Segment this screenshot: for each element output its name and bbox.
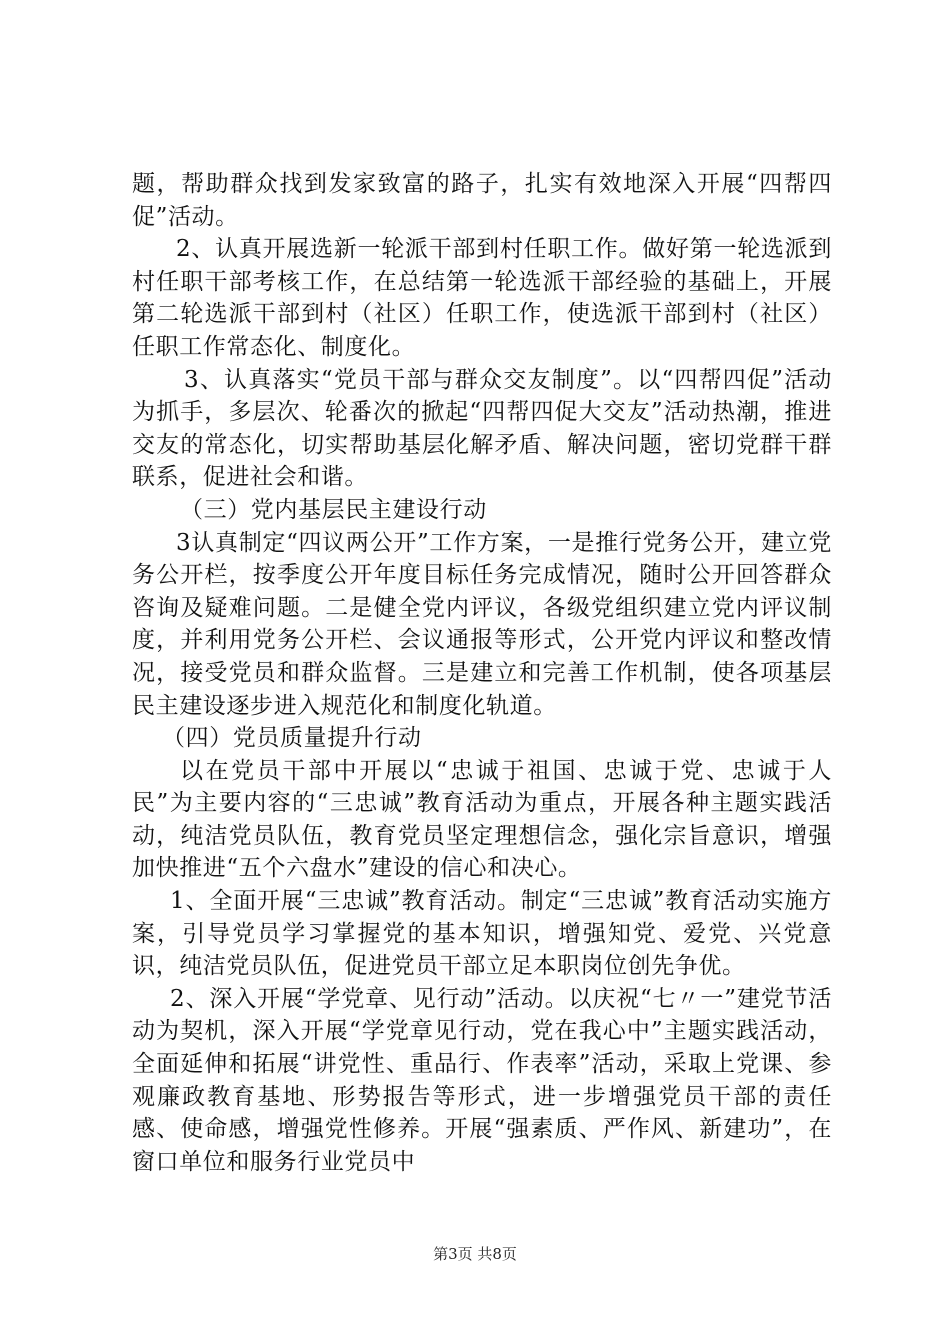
- paragraph-1: 题，帮助群众找到发家致富的路子，扎实有效地深入开展“四帮四促”活动。: [132, 171, 832, 230]
- section-heading-3: （三）党内基层民主建设行动: [180, 496, 487, 523]
- section-heading-4: （四）党员质量提升行动: [162, 725, 422, 752]
- paragraph-8: 1、全面开展“三忠诚”教育活动。制定“三忠诚”教育活动实施方案，引导党员学习掌握党的基本知识，增强知党、爱党、兴党意识，纯洁党员队伍，促进党员干部立足本职岗位创先争优。: [132, 888, 832, 980]
- paragraph-7: 以在党员干部中开展以“忠诚于祖国、忠诚于党、忠诚于人民”为主要内容的“三忠诚”教育活动为重点，开展各种主题实践活动，纯洁党员队伍，教育党员坚定理想信念，强化宗旨意识，增强加快推进“五个六盘水”建设的信心和决心。: [132, 757, 832, 882]
- document-body: [132, 168, 832, 1178]
- paragraph-2: 2、认真开展选新一轮派干部到村任职工作。做好第一轮选派到村任职干部考核工作，在总结第一轮选派干部经验的基础上，开展第二轮选派干部到村（社区）任职工作，使选派干部到村（社区）任职工作常态化、制度化。: [132, 236, 832, 360]
- paragraph-3: 3、认真落实“党员干部与群众交友制度”。以“四帮四促”活动为抓手，多层次、轮番次的掀起“四帮四促大交友”活动热潮，推进交友的常态化，切实帮助基层化解矛盾、解决问题，密切党群干群联系，促进社会和谐。: [132, 366, 832, 491]
- paragraph-9: 2、深入开展“学党章、见行动”活动。以庆祝“七〃一”建党节活动为契机，深入开展“学党章见行动，党在我心中”主题实践活动，全面延伸和拓展“讲党性、重品行、作表率”活动，采取上党课、参观廉政教育基地、形势报告等形式，进一步增强党员干部的责任感、使命感，增强党性修养。开展“强素质、严作风、新建功”，在窗口单位和服务行业党员中: [132, 985, 832, 1175]
- page-footer: 第3页 共8页: [433, 1245, 517, 1263]
- paragraph-5: 3认真制定“四议两公开”工作方案，一是推行党务公开，建立党务公开栏，按季度公开年度目标任务完成情况，随时公开回答群众咨询及疑难问题。二是健全党内评议，各级党组织建立党内评议制度，并利用党务公开栏、会议通报等形式，公开党内评议和整改情况，接受党员和群众监督。三是建立和完善工作机制，使各项基层民主建设逐步进入规范化和制度化轨道。: [132, 529, 832, 719]
